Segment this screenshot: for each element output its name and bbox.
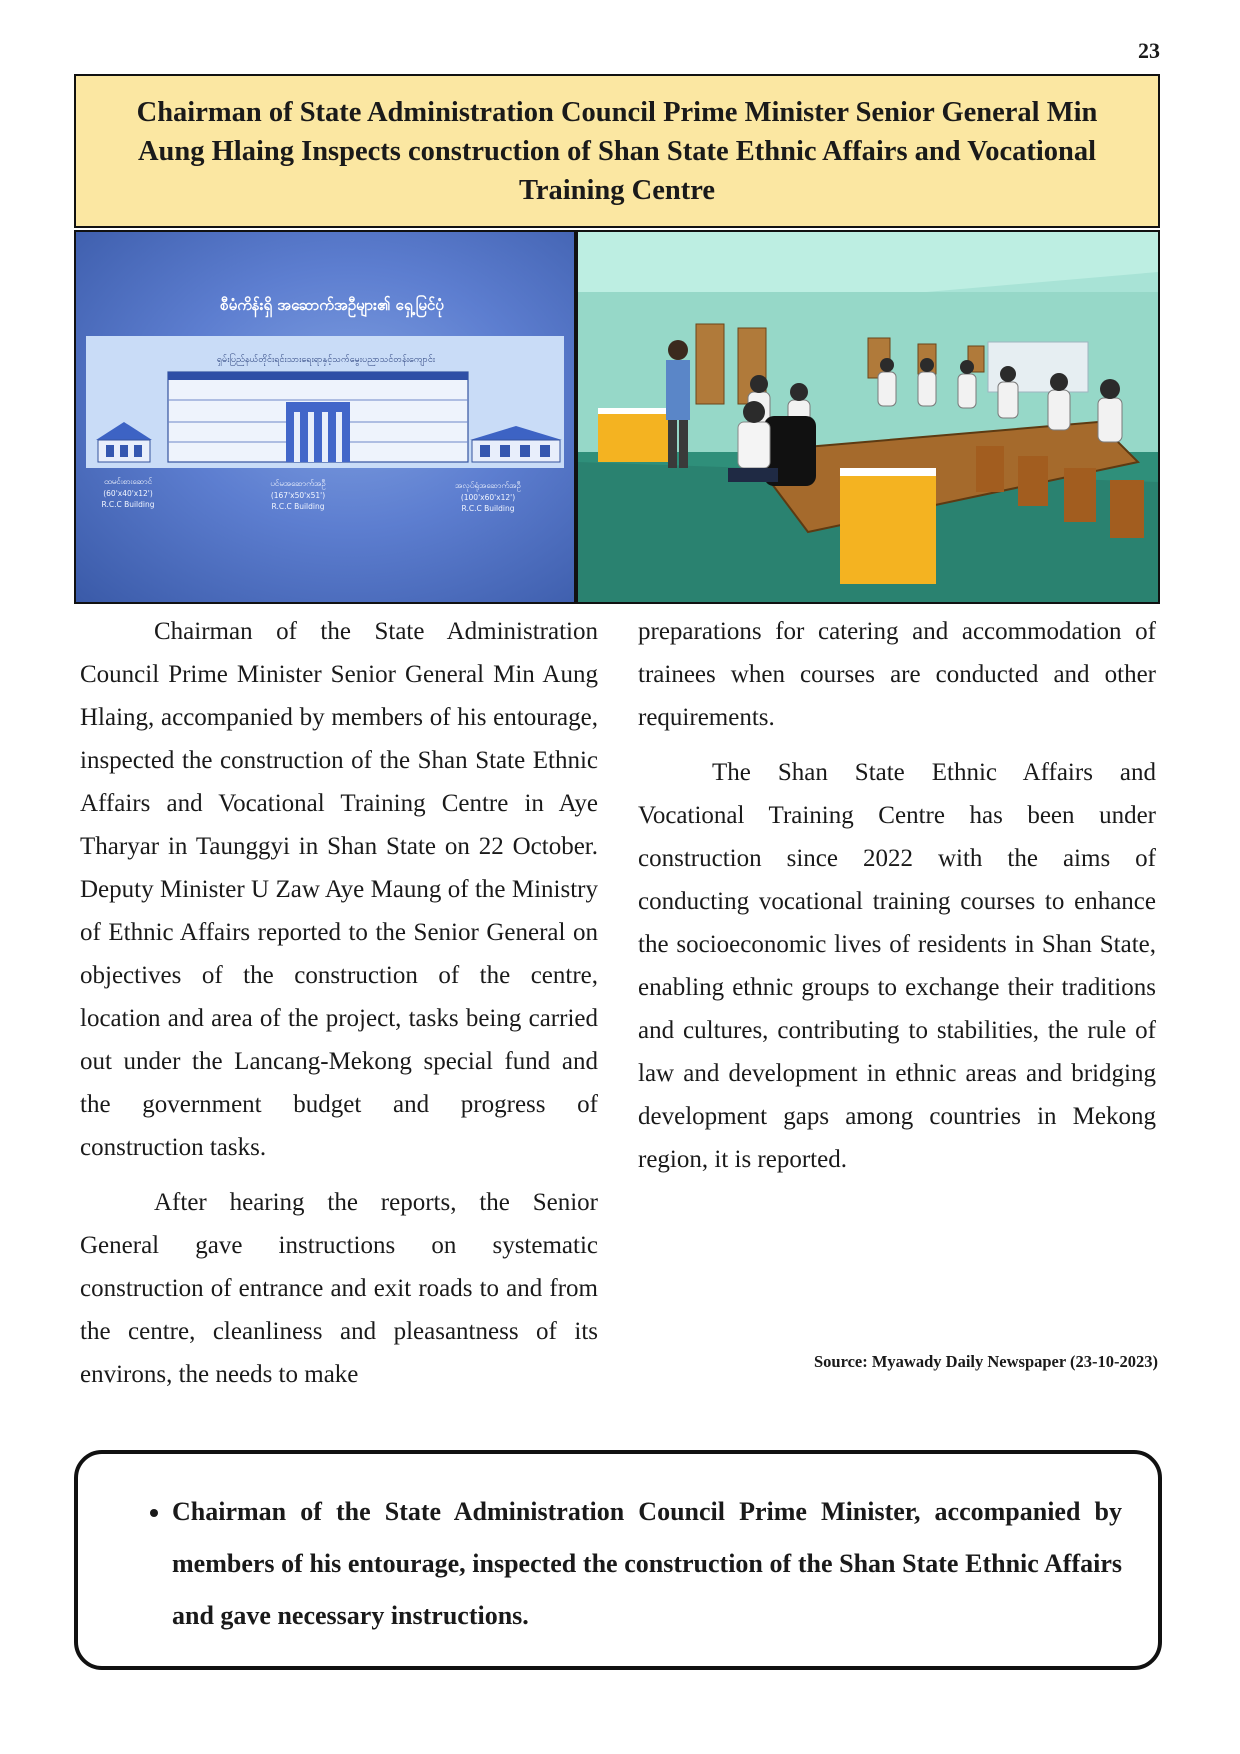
article-paragraph: Chairman of the State Administration Council Prime Minister Senior General Min Aung Hlaing, accompanied by members of his entourage, inspected the construction of the Shan State Ethnic Affairs and Vocational Training Centre in Aye Tharyar in Taunggyi in Shan State on 22 October. Deputy Minister U Zaw Aye Maung of the Ministry of Ethnic Affairs reported to the Senior General on objectives of the construction of the centre, location and area of the project, tasks being carried out under the Lancang-Mekong special fund and the government budget and progress of construction tasks. xyxy=(80,618,598,1161)
article-title-box xyxy=(74,74,1160,228)
article-paragraph: The Shan State Ethnic Affairs and Vocational Training Centre has been under construction since 2022 with the aims of conducting vocational training courses to enhance the socioeconomic lives of residents in Shan State, enabling ethnic groups to exchange their traditions and cultures, contributing to stabilities, the rule of law and development in ethnic areas and bridging development gaps among countries in Mekong region, it is reported. xyxy=(638,759,1156,1173)
article-paragraph: preparations for catering and accommodation of trainees when courses are conducted and other requirements. xyxy=(638,618,1156,731)
building-label-type: R.C.C Building xyxy=(461,504,515,513)
meeting-room-graphic xyxy=(578,232,1158,602)
building-label-type: R.C.C Building xyxy=(271,502,325,511)
article-column-left xyxy=(80,610,598,1408)
building-label-name: ထမင်းစားဆောင် xyxy=(103,477,153,486)
building-label-size: (60'x40'x12') xyxy=(103,489,153,498)
building-label-size: (100'x60'x12') xyxy=(460,493,516,502)
page-number: 23 xyxy=(1138,38,1160,63)
summary-list xyxy=(130,1486,1122,1642)
summary-bullet: • Chairman of the State Administration Council Prime Minister, accompanied by members of his entourage, inspected the construction of the Shan State Ethnic Affairs and gave necessary instructions. xyxy=(172,1486,1122,1642)
summary-box xyxy=(74,1450,1162,1670)
article-paragraph: After hearing the reports, the Senior General gave instructions on systematic construction of entrance and exit roads to and from the centre, cleanliness and pleasantness of its environs, the needs to make xyxy=(80,1189,598,1388)
building-label-type: R.C.C Building xyxy=(101,500,155,509)
building-label-name: အလုပ်ရုံအဆောက်အဦ xyxy=(454,481,522,490)
building-label-size: (167'x50'x51') xyxy=(270,491,326,500)
article-title: Chairman of State Administration Council Prime Minister Senior General Min Aung Hlaing Inspects construction of Shan State Ethnic Affairs and Vocational Training Centre xyxy=(136,96,1098,206)
slide-subheading: ရှမ်းပြည်နယ်တိုင်းရင်းသားရေးရာနှင့်သက်မွေးပညာသင်တန်းကျောင်း xyxy=(216,355,436,365)
slide-heading: စီမံကိန်းရှိ အဆောက်အဦများ၏ ရှေ့မြင်ပုံ xyxy=(220,296,444,314)
main-building-drawing xyxy=(168,372,468,462)
slide-photo xyxy=(76,232,574,602)
photo-strip xyxy=(74,230,1160,604)
building-label-name: ပင်မအဆောက်အဦ xyxy=(270,479,326,488)
source-citation: Source: Myawady Daily Newspaper (23-10-2023) xyxy=(813,1352,1158,1371)
slide-photo-graphic xyxy=(76,232,574,602)
article-column-right xyxy=(638,610,1156,1193)
meeting-room-photo xyxy=(578,232,1158,602)
